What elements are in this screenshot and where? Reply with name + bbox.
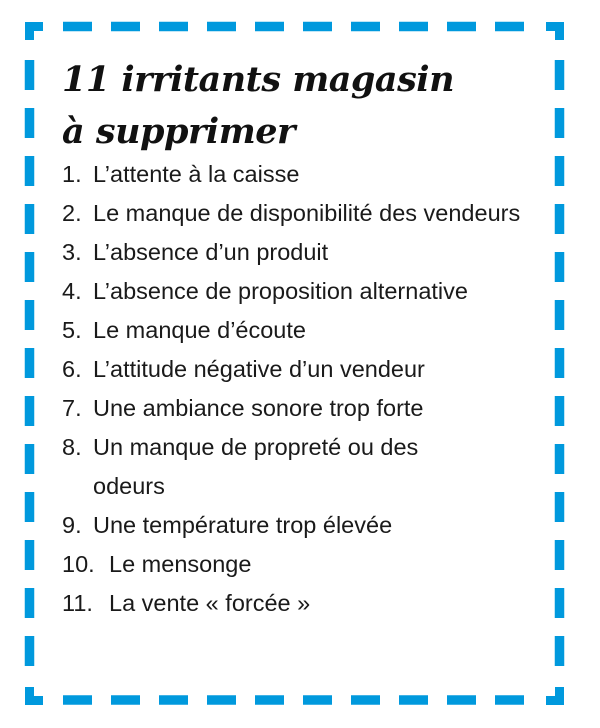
list-item [62, 506, 520, 545]
item-text: Un manque de propreté ou des odeurs [93, 434, 419, 499]
page-title [62, 54, 454, 158]
irritants-list [62, 155, 520, 623]
list-item [62, 389, 520, 428]
item-number: 8. [62, 434, 82, 460]
item-number: 10. [62, 551, 95, 577]
item-text: La vente « forcée » [109, 590, 311, 616]
title-line-2: à supprimer [62, 111, 295, 152]
item-number: 7. [62, 395, 82, 421]
item-text: Le manque de disponibilité des vendeurs [93, 200, 521, 226]
list-item [62, 428, 520, 506]
title-line-1: 11 irritants magasin [62, 59, 455, 100]
item-text: Une température trop élevée [93, 512, 393, 538]
list-item [62, 272, 520, 311]
item-number: 5. [62, 317, 82, 343]
list-item [62, 350, 520, 389]
item-number: 6. [62, 356, 82, 382]
item-text: L’attitude négative d’un vendeur [93, 356, 425, 382]
list-item [62, 233, 520, 272]
item-number: 3. [62, 239, 82, 265]
item-text: Le mensonge [109, 551, 252, 577]
item-text: L’attente à la caisse [93, 161, 300, 187]
list-item [62, 545, 520, 584]
item-text: L’absence de proposition alternative [93, 278, 468, 304]
item-number: 1. [62, 161, 82, 187]
item-text: L’absence d’un produit [93, 239, 329, 265]
list-item [62, 584, 520, 623]
item-number: 2. [62, 200, 82, 226]
item-number: 9. [62, 512, 82, 538]
list-item [62, 311, 520, 350]
item-number: 11. [62, 590, 93, 616]
item-text: Le manque d’écoute [93, 317, 306, 343]
item-number: 4. [62, 278, 82, 304]
list-item [62, 194, 520, 233]
item-text: Une ambiance sonore trop forte [93, 395, 424, 421]
list-item [62, 155, 520, 194]
